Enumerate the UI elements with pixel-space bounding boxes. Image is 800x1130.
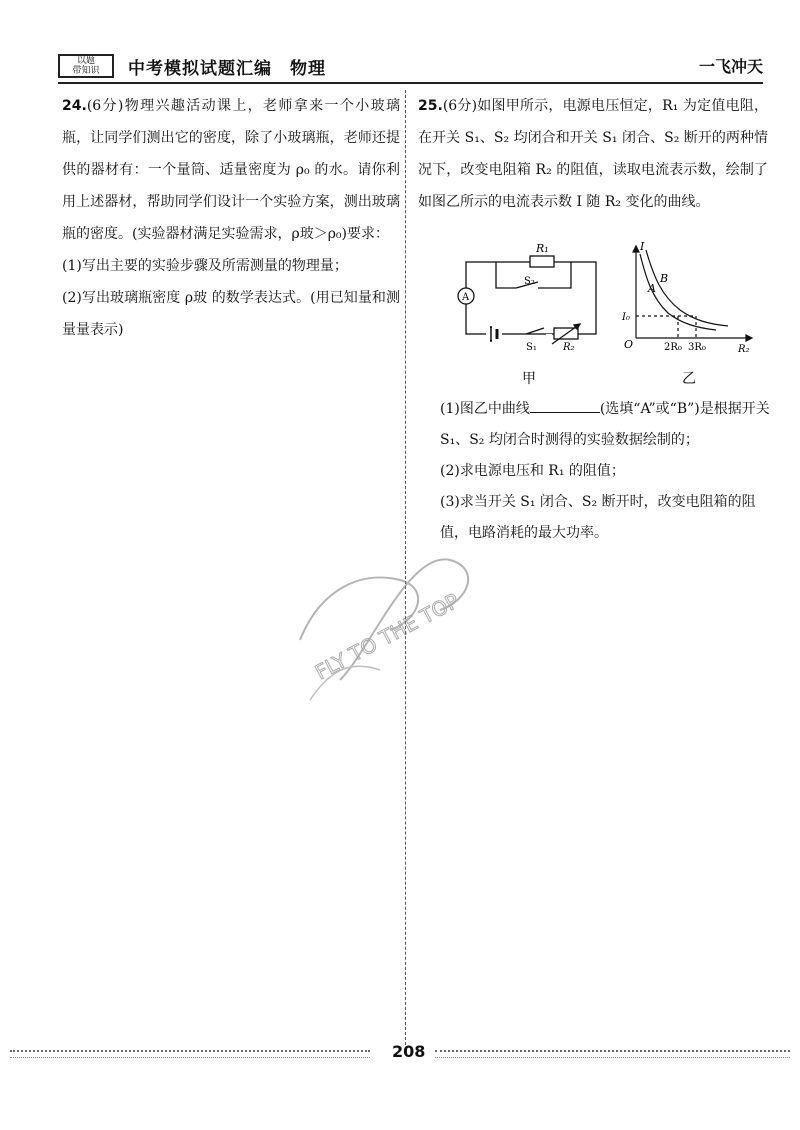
s1-gap	[546, 334, 552, 336]
page-footer	[10, 1042, 790, 1062]
circuit-loop	[466, 262, 596, 334]
q25-part1-post: (选填“A”或“B”)是根据开关 S₁、S₂ 均闭合时测得的实验数据绘制的；	[440, 401, 770, 448]
q25-part2: (2)求电源电压和 R₁ 的阻值；	[440, 463, 625, 479]
q25-part1-pre: (1)图乙中曲线	[440, 401, 530, 417]
header-brand: 一飞冲天	[698, 57, 763, 76]
ammeter-label: A	[462, 292, 470, 303]
r2-label: R₂	[563, 342, 575, 353]
page-number: 208	[392, 1042, 426, 1061]
s2-label: S₂	[524, 276, 535, 287]
s1-label: S₁	[526, 342, 537, 353]
q24-text: (6分)物理兴趣活动课上，老师拿来一个小玻璃瓶，让同学们测出它的密度，除了小玻璃瓶，老师还提供的器材有：一个量筒、适量密度为 ρ₀ 的水。请你利用上述器材，帮助同学们设计一个实验方案，测出玻璃瓶的密度。(实验器材满足实验需求，ρ玻＞ρ₀)要求：	[62, 98, 400, 242]
r1-resistor	[530, 256, 554, 267]
answer-blank[interactable]	[530, 398, 600, 413]
question-25	[418, 90, 768, 218]
y-axis-arrow	[633, 246, 639, 252]
tick1-label: 2R₀	[664, 342, 682, 353]
curve-b-label: B	[660, 272, 669, 285]
battery-gap	[486, 328, 502, 340]
q25-number: 25.	[418, 98, 443, 114]
curve-b	[646, 250, 728, 326]
x-axis-arrow	[746, 335, 752, 341]
q25-part3: (3)求当开关 S₁ 闭合、S₂ 断开时，改变电阻箱的阻值，电路消耗的最大功率。	[440, 494, 756, 541]
figure-svg	[446, 238, 756, 418]
y-axis-label: I	[640, 240, 645, 253]
q24-part2: (2)写出玻璃瓶密度 ρ玻 的数学表达式。(用已知量和测量量表示)	[62, 290, 400, 338]
logo-top-text: 以题	[76, 56, 95, 66]
page-header	[58, 50, 763, 80]
tick2-label: 3R₀	[688, 342, 706, 353]
q25-part1	[440, 394, 770, 456]
footer-pattern-left	[10, 1050, 370, 1058]
watermark	[280, 530, 540, 720]
header-rule	[58, 82, 763, 84]
graph-caption: 乙	[682, 371, 696, 387]
header-logo	[58, 54, 114, 78]
q24-part1: (1)写出主要的实验步骤及所需测量的物理量；	[62, 258, 348, 274]
watermark-svg	[280, 530, 540, 720]
i0-label: I₀	[622, 312, 630, 323]
logo-bottom-text: 带知识	[72, 66, 100, 76]
q24-number: 24.	[62, 98, 87, 114]
question-24	[62, 90, 400, 346]
header-title: 中考模拟试题汇编 物理	[128, 59, 326, 79]
x-axis-label: R₂	[738, 344, 750, 355]
s1-switch-blade	[526, 328, 544, 334]
s2-branch-left	[496, 262, 516, 288]
q25-figure	[446, 238, 756, 418]
curve-a-label: A	[648, 282, 656, 295]
q25-stem	[418, 90, 768, 218]
origin-label: O	[624, 338, 634, 351]
q25-parts	[440, 394, 770, 549]
q25-text: (6分)如图甲所示，电源电压恒定，R₁ 为定值电阻，在开关 S₁、S₂ 均闭合和开关 S₁ 闭合、S₂ 断开的两种情况下，改变电阻箱 R₂ 的阻值，读取电流表示数，绘制了如图乙所示的电流表示数 I 随 R₂ 变化的曲线。	[418, 98, 768, 210]
circuit-caption: 甲	[522, 371, 536, 387]
watermark-text: FLY TO THE TOP	[311, 588, 463, 685]
r1-label: R₁	[536, 242, 549, 255]
footer-pattern-right	[435, 1050, 790, 1058]
circuit-diagram	[458, 256, 596, 344]
q24-stem	[62, 90, 400, 250]
